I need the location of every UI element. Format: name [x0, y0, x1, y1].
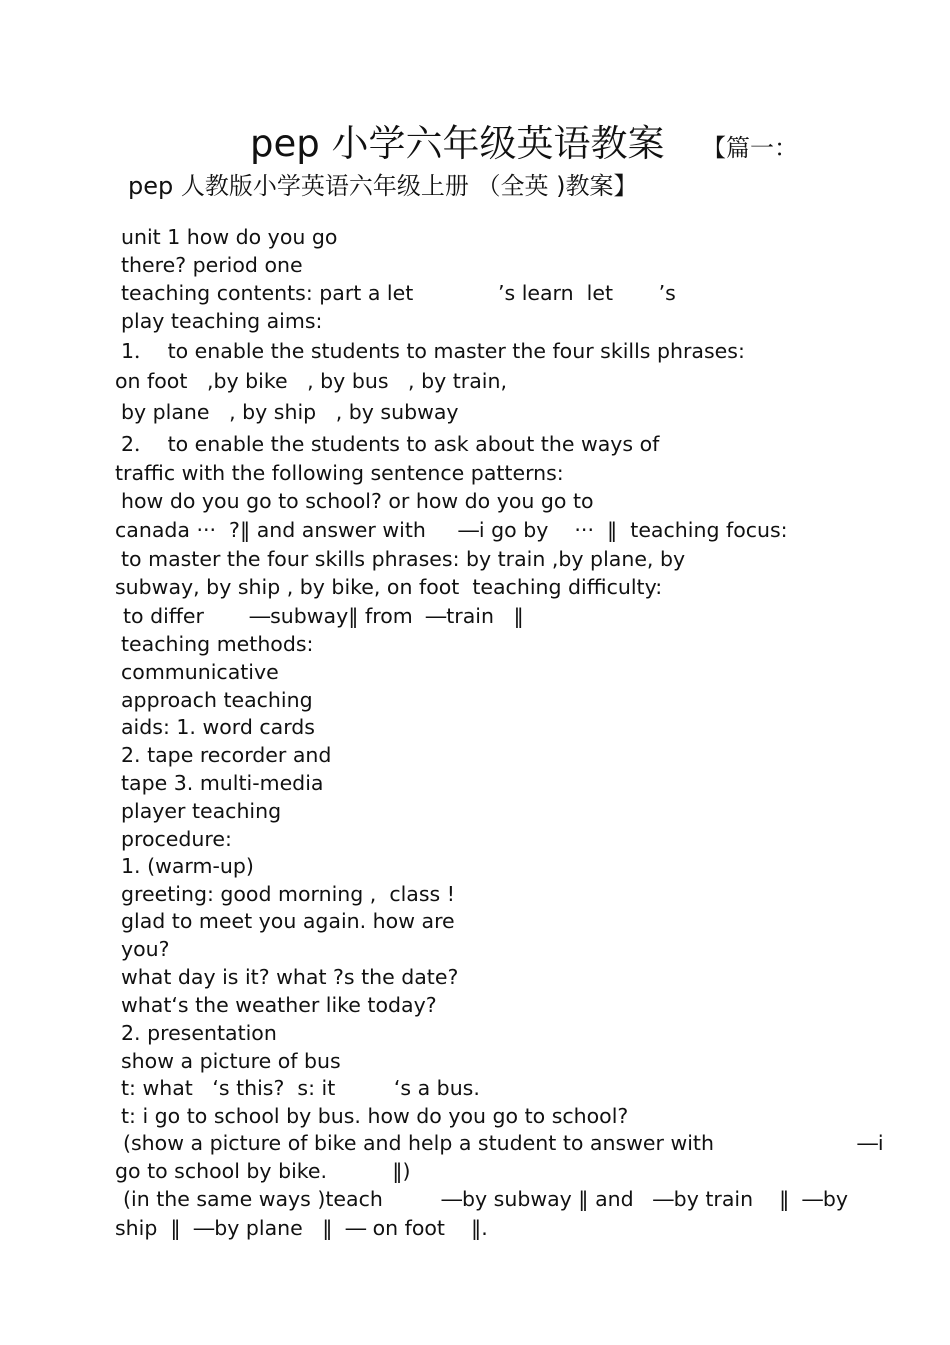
text-line: approach teaching: [121, 688, 313, 712]
text-line: greeting: good morning , class !: [121, 882, 455, 906]
text-line: on foot ,by bike , by bus , by train,: [115, 369, 507, 393]
text-line: by plane , by ship , by subway: [121, 400, 459, 424]
text-line: (in the same ways )teach ―by subway ‖ and ―by train ‖ ―by: [123, 1187, 849, 1211]
text-line: 1. (warm-up): [121, 854, 254, 878]
text-line: tape 3. multi-media: [121, 771, 324, 795]
text-line: play teaching aims:: [121, 309, 323, 333]
text-line: canada ··· ?‖ and answer with ―i go by ··· ‖ teaching focus:: [115, 518, 788, 542]
text-line: teaching contents: part a let ’s learn let ’s: [121, 281, 676, 305]
document-subtitle: pep 人教版小学英语六年级上册 （全英 )教案】: [128, 172, 638, 200]
text-line: t: i go to school by bus. how do you go to school?: [121, 1104, 629, 1128]
text-line: to differ ―subway‖ from ―train ‖: [123, 604, 524, 628]
text-line: go to school by bike. ‖): [115, 1159, 411, 1183]
document-title: pep 小学六年级英语教案: [250, 122, 665, 165]
text-line: communicative: [121, 660, 279, 684]
text-line: ship ‖ ―by plane ‖ ― on foot ‖.: [115, 1216, 488, 1240]
text-line: how do you go to school? or how do you go to: [121, 489, 594, 513]
text-line: 1． to enable the students to master the four skills phrases:: [121, 339, 745, 363]
text-line: subway, by ship , by bike, on foot teaching difficulty:: [115, 575, 663, 599]
text-line: what day is it? what ?s the date?: [121, 965, 459, 989]
text-line: (show a picture of bike and help a student to answer with ―i: [123, 1131, 884, 1155]
document-title-tag: 【篇一：: [702, 134, 798, 162]
text-line: there? period one: [121, 253, 303, 277]
text-line: you?: [121, 937, 170, 961]
text-line: procedure:: [121, 827, 232, 851]
text-line: glad to meet you again. how are: [121, 909, 455, 933]
text-line: to master the four skills phrases: by train ,by plane, by: [121, 547, 686, 571]
text-line: show a picture of bus: [121, 1049, 341, 1073]
text-line: 2. tape recorder and: [121, 743, 332, 767]
text-line: unit 1 how do you go: [121, 225, 338, 249]
text-line: t: what ‘s this? s: it ‘s a bus.: [121, 1076, 480, 1100]
text-line: what‘s the weather like today?: [121, 993, 437, 1017]
text-line: player teaching: [121, 799, 282, 823]
text-line: aids: 1. word cards: [121, 715, 315, 739]
text-line: 2． to enable the students to ask about the ways of: [121, 432, 660, 456]
text-line: traffic with the following sentence patterns:: [115, 461, 564, 485]
text-line: 2. presentation: [121, 1021, 277, 1045]
text-line: teaching methods:: [121, 632, 314, 656]
